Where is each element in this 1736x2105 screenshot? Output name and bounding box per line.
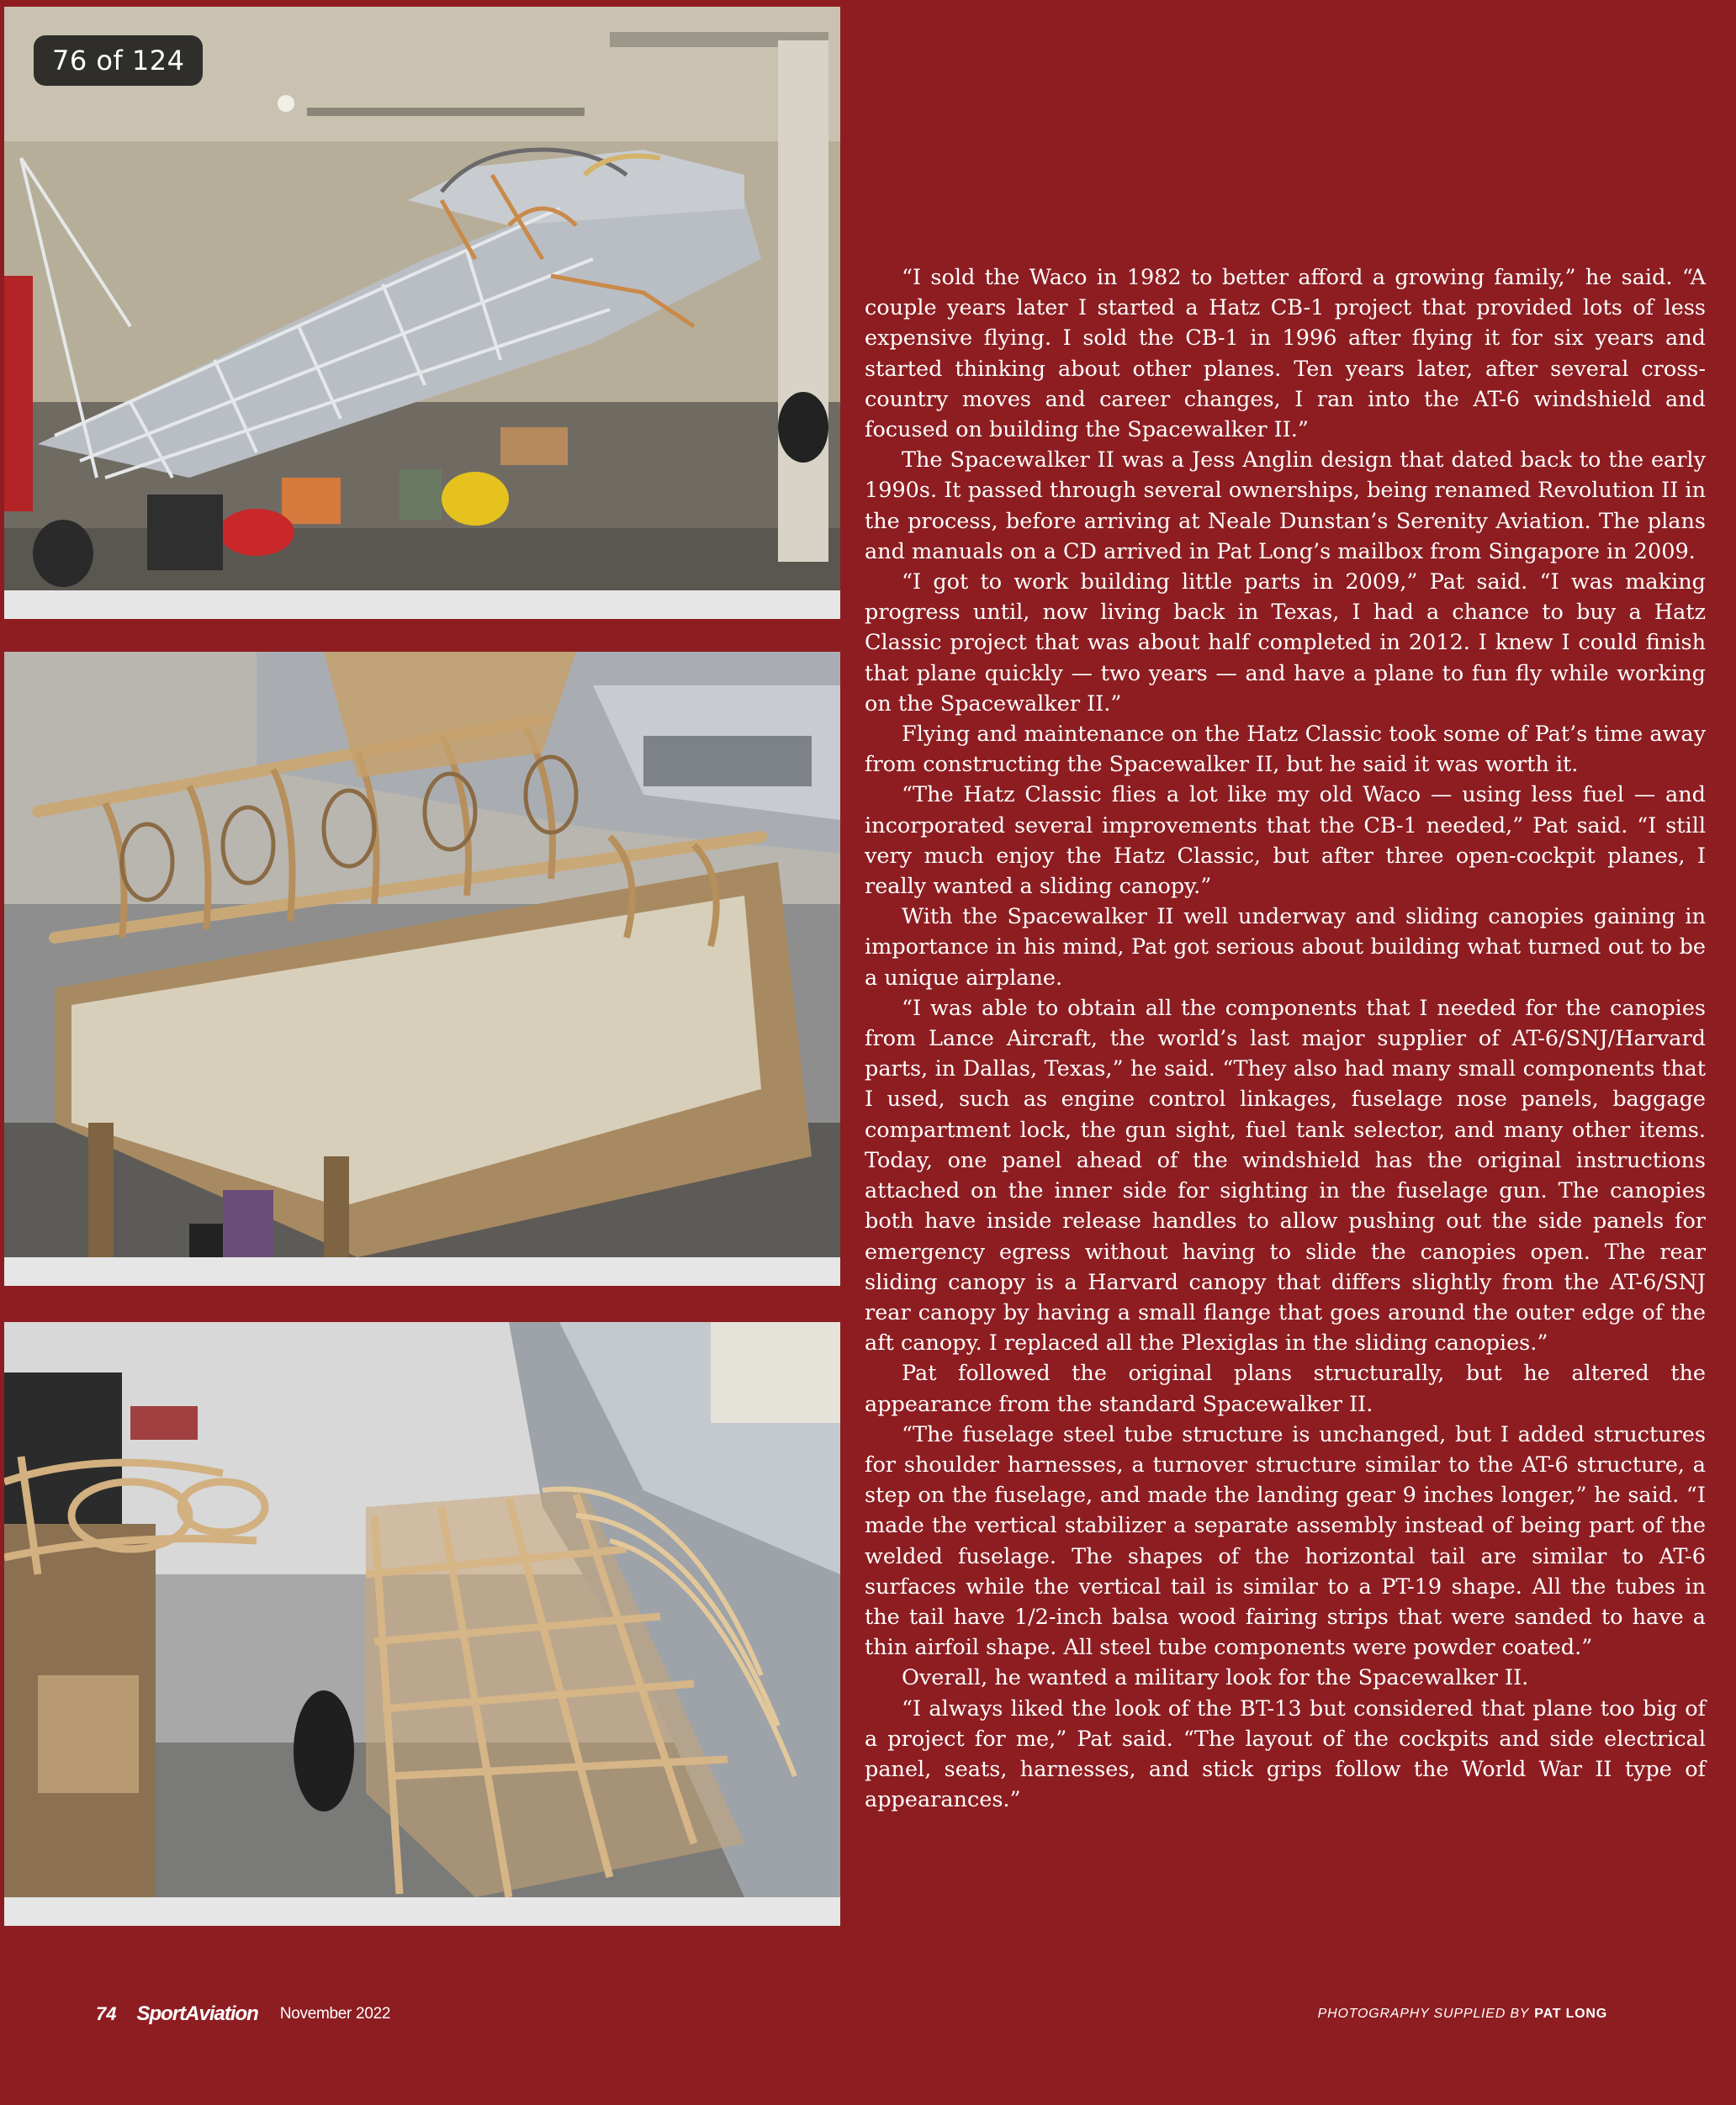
page-counter-badge: 76 of 124 (34, 35, 203, 86)
tail-surfaces-image (4, 1322, 840, 1897)
page-number: 74 (96, 2003, 117, 2024)
wing-construction-image (4, 652, 840, 1257)
article-paragraph: “The Hatz Classic flies a lot like my old Waco — using less fuel — and incorporated several improvements that the CB-1 needed,” Pat said. “I still very much enjoy the Hatz Classic, but after three open-cockpit planes, I really wanted a sliding canopy.” (865, 782, 1706, 900)
article-paragraph: With the Spacewalker II well underway and sliding canopies gaining in importance in his mind, Pat got serious about building what turned out to be a unique airplane. (865, 904, 1706, 991)
article-paragraph: Pat followed the original plans structurally, but he altered the appearance from the standard Spacewalker II. (865, 1361, 1706, 1417)
article-paragraph: “The fuselage steel tube structure is unchanged, but I added structures for shoulder harnesses, a turnover structure similar to the AT-6 structure, a step on the fuselage, and made the landing gear 9 inches longer,” he said. “I made the vertical stabilizer a separate assembly instead of being part of the welded fuselage. The shapes of the horizontal tail are similar to AT-6 surfaces while the vertical tail is similar to a PT-19 shape. All the tubes in the tail have 1/2-inch balsa wood fairing strips that were sanded to have a thin airfoil shape. All steel tube components were powder coated.” (865, 1421, 1706, 1661)
issue-date: November 2022 (279, 2005, 391, 2023)
article-paragraph: “I sold the Waco in 1982 to better afford a growing family,” he said. “A couple years later I started a Hatz CB-1 project that provided lots of less expensive flying. I sold the CB-1 in 1996 after flying it for six years and started thinking about other planes. Ten years later, after several cross-country moves and career changes, I ran into the AT-6 windshield and focused on building the Spacewalker II.” (865, 265, 1706, 443)
photo-fuselage-garage (4, 7, 840, 619)
photo-credit (1318, 2002, 1607, 2027)
photo-tail-surfaces (4, 1322, 840, 1926)
photo-credit-name: PAT LONG (1534, 2007, 1607, 2021)
fuselage-garage-image (4, 7, 840, 590)
page-footer-folio (96, 2002, 390, 2027)
article-paragraph: “I was able to obtain all the components that I needed for the canopies from Lance Aircraft, the world’s last major supplier of AT-6/SNJ/Harvard parts, in Dallas, Texas,” he said. “They also had many small components that I used, such as engine control linkages, fuselage nose panels, baggage compartment lock, the gun sight, fuel tank selector, and many other items. Today, one panel ahead of the windshield has the original instructions attached on the inner side for sighting in the fuselage gun. The canopies both have inside release handles to allow pushing out the side panels for emergency egress without having to slide the canopies open. The rear sliding canopy is a Harvard canopy that differs slightly from the AT-6/SNJ rear canopy by having a small flange that goes around the outer edge of the aft canopy. I replaced all the Plexiglas in the sliding canopies.” (865, 995, 1706, 1357)
magazine-name: SportAviation (136, 2002, 258, 2025)
photo-credit-prefix: PHOTOGRAPHY SUPPLIED BY (1317, 2007, 1530, 2021)
article-paragraph: Overall, he wanted a military look for the Spacewalker II. (902, 1665, 1529, 1691)
article-body (865, 262, 1706, 1815)
article-paragraph: The Spacewalker II was a Jess Anglin design that dated back to the early 1990s. It passed through several ownerships, being renamed Revolution II in the process, before arriving at Neale Dunstan’s Serenity Aviation. The plans and manuals on a CD arrived in Pat Long’s mailbox from Singapore in 2009. (865, 447, 1706, 564)
photo-wing-construction (4, 652, 840, 1286)
article-paragraph: Flying and maintenance on the Hatz Classic took some of Pat’s time away from constructing the Spacewalker II, but he said it was worth it. (865, 722, 1706, 778)
article-paragraph: “I always liked the look of the BT-13 but considered that plane too big of a project for me,” Pat said. “The layout of the cockpits and side electrical panel, seats, harnesses, and stick grips follow the World War II type of appearances.” (865, 1695, 1706, 1813)
article-paragraph: “I got to work building little parts in 2009,” Pat said. “I was making progress until, now living back in Texas, I had a chance to buy a Hatz Classic project that was about half completed in 2012. I knew I could finish that plane quickly — two years — and have a plane to fun fly while working on the Spacewalker II.” (865, 569, 1706, 717)
